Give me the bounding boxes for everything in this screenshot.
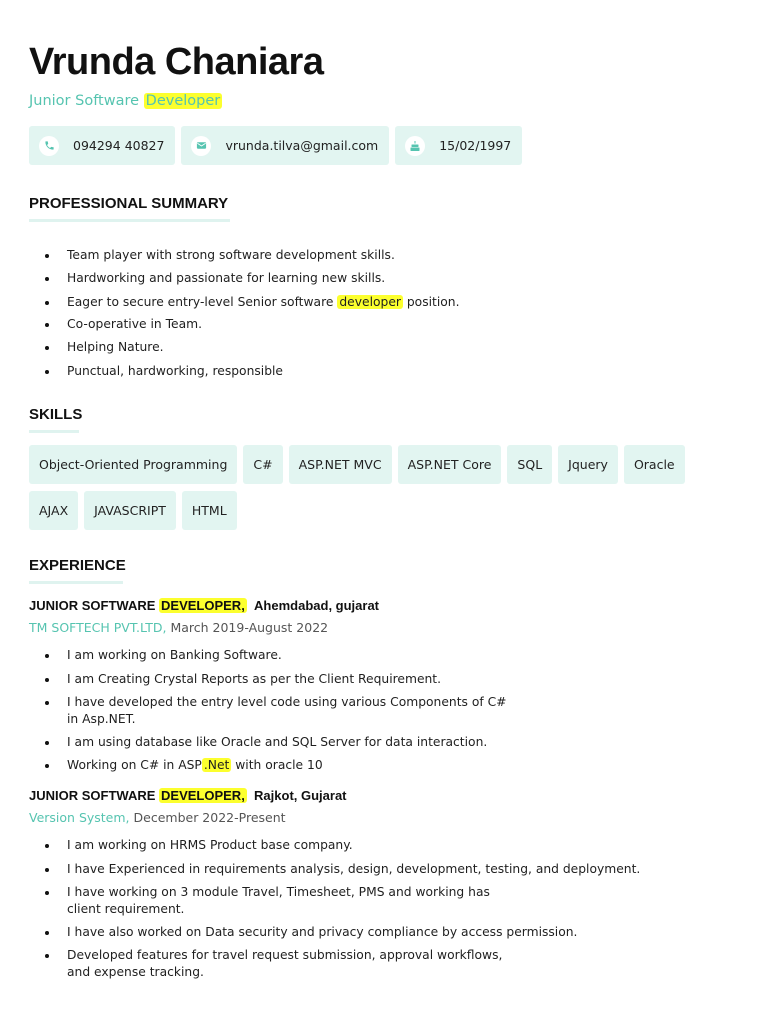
candidate-title: [29, 90, 739, 112]
skill-tag: ASP.NET Core: [398, 445, 502, 484]
job-bullets: [29, 837, 739, 981]
list-item: [29, 294, 739, 311]
list-item: I am using database like Oracle and SQL Server for data interaction.: [29, 734, 739, 751]
list-item: I am working on Banking Software.: [29, 647, 739, 664]
company-name: TM SOFTECH PVT.LTD,: [29, 620, 167, 635]
title-highlight: Developer: [145, 93, 221, 109]
candidate-name: Vrunda Chaniara: [29, 41, 324, 83]
skill-tag: Oracle: [624, 445, 685, 484]
skills-section: [29, 406, 739, 530]
list-item: [29, 757, 739, 774]
section-heading: EXPERIENCE: [29, 557, 126, 574]
skill-tag: ASP.NET MVC: [289, 445, 392, 484]
job-location: Rajkot, Gujarat: [254, 788, 347, 803]
section-heading: PROFESSIONAL SUMMARY: [29, 195, 229, 212]
skill-tag: SQL: [507, 445, 552, 484]
skill-tag: Jquery: [558, 445, 618, 484]
email-icon: [191, 136, 211, 156]
birthday-cake-icon: [405, 136, 425, 156]
job-dates: March 2019-August 2022: [170, 620, 329, 635]
heading-underline: [29, 430, 79, 433]
skill-tag: Object-Oriented Programming: [29, 445, 237, 484]
list-item: Hardworking and passionate for learning new skills.: [29, 270, 739, 287]
job-title-highlight: DEVELOPER,: [161, 598, 245, 613]
list-item: I am Creating Crystal Reports as per the Client Requirement.: [29, 671, 739, 688]
summary-section: [29, 195, 739, 380]
skill-tag: HTML: [182, 491, 237, 530]
skills-list: [29, 445, 739, 530]
list-item-text: with oracle 10: [231, 758, 323, 772]
list-item: Helping Nature.: [29, 339, 739, 356]
skill-tag: AJAX: [29, 491, 78, 530]
job-entry: [29, 787, 739, 981]
job-location: Ahemdabad, gujarat: [254, 598, 380, 613]
list-item: Team player with strong software development skills.: [29, 247, 739, 264]
job-meta: [29, 809, 739, 827]
job-dates: December 2022-Present: [133, 810, 286, 825]
job-title: [29, 597, 739, 615]
list-item: I have working on 3 module Travel, Timesheet, PMS and working has client requirement.: [29, 884, 739, 918]
list-item: I am working on HRMS Product base company.: [29, 837, 739, 854]
summary-list: [29, 247, 739, 380]
company-name: Version System,: [29, 810, 130, 825]
phone-chip[interactable]: [29, 126, 175, 165]
email-text: vrunda.tilva@gmail.com: [225, 138, 379, 153]
heading-underline: [29, 581, 123, 584]
job-title-text: JUNIOR SOFTWARE: [29, 788, 160, 803]
phone-icon: [39, 136, 59, 156]
job-title-text: JUNIOR SOFTWARE: [29, 598, 160, 613]
list-item: Co-operative in Team.: [29, 316, 739, 333]
list-item: Developed features for travel request submission, approval workflows, and expense tracking.: [29, 947, 739, 981]
title-text: Junior Software: [29, 93, 144, 109]
skill-tag: JAVASCRIPT: [84, 491, 176, 530]
email-chip[interactable]: [181, 126, 389, 165]
phone-text: 094294 40827: [73, 138, 165, 153]
list-item-text: position.: [402, 295, 460, 309]
list-item: I have Experienced in requirements analysis, design, development, testing, and deployment.: [29, 861, 739, 878]
section-heading: SKILLS: [29, 406, 83, 423]
list-item: I have developed the entry level code using various Components of C# in Asp.NET.: [29, 694, 739, 728]
skill-tag: C#: [243, 445, 282, 484]
job-title-highlight: DEVELOPER,: [161, 788, 245, 803]
list-item: Punctual, hardworking, responsible: [29, 363, 739, 380]
list-item-text: Eager to secure entry-level Senior software: [67, 295, 338, 309]
job-meta: [29, 619, 739, 637]
list-item: I have also worked on Data security and privacy compliance by access permission.: [29, 924, 739, 941]
job-entry: [29, 597, 739, 774]
list-item-text: Working on C# in ASP: [67, 758, 202, 772]
list-item-highlight: developer: [339, 295, 401, 309]
job-title: [29, 787, 739, 805]
job-bullets: [29, 647, 739, 774]
resume: [29, 40, 739, 981]
list-item-highlight: .Net: [203, 758, 230, 772]
birthdate-chip: [395, 126, 522, 165]
experience-section: [29, 557, 739, 981]
heading-underline: [29, 219, 230, 222]
birthdate-text: 15/02/1997: [439, 138, 512, 153]
contact-bar: [29, 126, 739, 165]
